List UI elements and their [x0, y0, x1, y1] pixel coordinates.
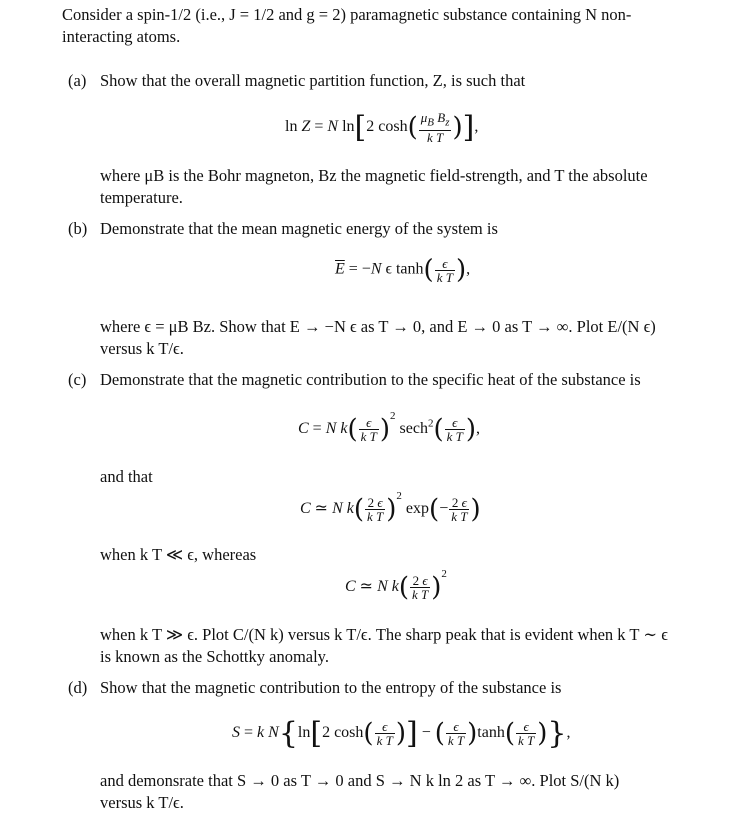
- equation-E: $\overline{E} = -N$ ϵ tanh( $\frac{\epsilon}{\text{k T}}$ ),: [335, 255, 471, 285]
- part-d-where-2: versus k T/ϵ.: [100, 793, 184, 812]
- equation-C: C = N k( $\frac{\epsilon}{\text{k T}}$ )$^2$ sech$^2$( $\frac{\epsilon}{\text{k T}}$ ),: [298, 410, 481, 445]
- part-d-text: Show that the magnetic contribution to the entropy of the substance is: [100, 678, 562, 697]
- part-d-label: (d): [68, 678, 88, 697]
- part-c-when-high-2: is known as the Schottky anomaly.: [100, 647, 329, 666]
- part-c-label: (c): [68, 370, 87, 389]
- part-a-label: (a): [68, 71, 87, 90]
- equation-C-high: C ≃ N k( $\frac{2 \epsilon}{\text{k T}}$ )$^2$: [345, 568, 447, 603]
- intro-line-1: Consider a spin-1/2 (i.e., J = 1/2 and g = 2) paramagnetic substance containing N non-: [62, 5, 632, 24]
- part-b-where-1: where ϵ = μB Bz. Show that E → −N ϵ as T → 0, and E → 0 as T → ∞. Plot E/(N ϵ): [100, 317, 656, 336]
- part-b-where-2: versus k T/ϵ.: [100, 339, 184, 358]
- part-d-where-1: and demonsrate that S → 0 as T → 0 and S → N k ln 2 as T → ∞. Plot S/(N k): [100, 771, 620, 790]
- part-c-when-low: when k T ≪ ϵ, whereas: [100, 545, 257, 564]
- part-a-where-2: temperature.: [100, 188, 183, 207]
- part-c-text: Demonstrate that the magnetic contribution to the specific heat of the substance is: [100, 370, 641, 389]
- part-a-where-1: where μB is the Bohr magneton, Bz the magnetic field-strength, and T the absolute: [100, 166, 648, 185]
- part-c-when-high-1: when k T ≫ ϵ. Plot C/(N k) versus k T/ϵ. The sharp peak that is evident when k T ∼ ϵ: [100, 625, 668, 644]
- part-c-and-that: and that: [100, 467, 153, 486]
- part-b-label: (b): [68, 219, 88, 238]
- equation-C-low: C ≃ N k( $\frac{2 \epsilon}{\text{k T}}$ )$^2$ exp(− $\frac{2 \epsilon}{\text{k T}}$ ): [300, 490, 481, 525]
- part-a-text: Show that the overall magnetic partition function, Z, is such that: [100, 71, 526, 90]
- intro-line-2: interacting atoms.: [62, 27, 181, 46]
- part-b-text: Demonstrate that the mean magnetic energy of the system is: [100, 219, 498, 238]
- equation-lnZ: ln Z = N ln[2 cosh( $\frac{\mu_B B_z}{\text{k T}}$ )],: [285, 110, 479, 145]
- equation-S: S = k N{ln[2 cosh( $\frac{\epsilon}{\text{k T}}$ )] − ( $\frac{\epsilon}{\text{k T}}$ )tanh( $\frac{\epsilon}{\text{k T}}$ )},: [232, 716, 571, 751]
